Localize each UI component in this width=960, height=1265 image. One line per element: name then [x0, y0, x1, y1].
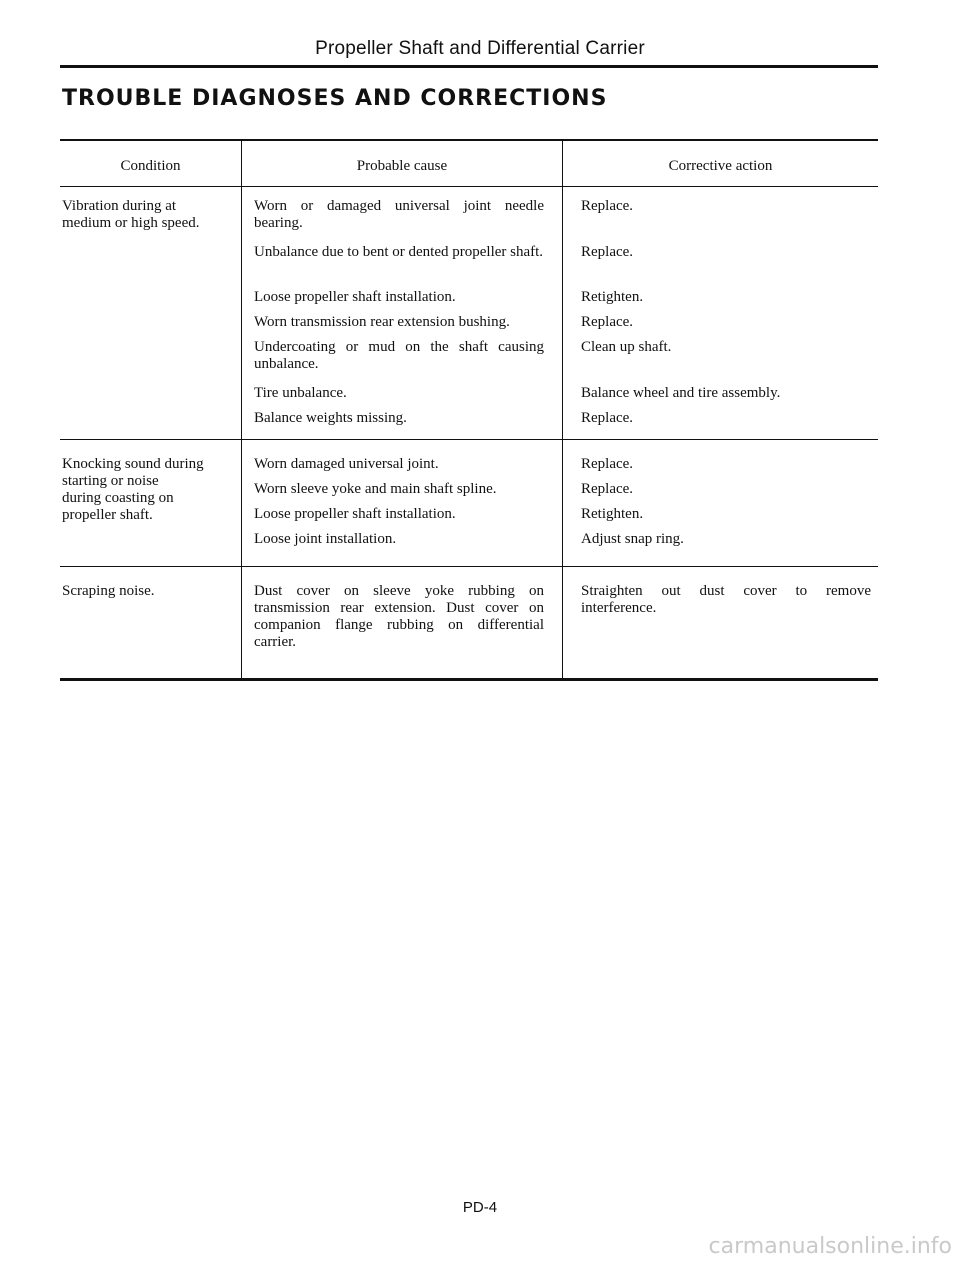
cause-cell: Loose propeller shaft installation.	[254, 289, 456, 305]
action-cell: Clean up shaft.	[581, 339, 672, 355]
cause-cell: Worn sleeve yoke and main shaft spline.	[254, 481, 497, 497]
condition-scraping	[62, 583, 232, 600]
action-cell: Adjust snap ring.	[581, 531, 684, 547]
column-divider-2	[562, 140, 563, 679]
action-cell: Replace.	[581, 481, 634, 497]
header-rule	[60, 65, 878, 68]
action-cell: Replace.	[581, 244, 634, 260]
table-header-rule	[60, 186, 878, 187]
column-header-corrective-action: Corrective action	[668, 158, 773, 174]
condition-line: propeller shaft.	[62, 507, 153, 523]
condition-line: Scraping noise.	[62, 583, 155, 599]
table-bottom-rule	[60, 678, 878, 681]
action-cell: Replace.	[581, 314, 634, 330]
condition-line: starting or noise	[62, 473, 159, 489]
condition-line: medium or high speed.	[62, 215, 200, 231]
condition-vibration	[62, 198, 232, 232]
action-cell: Retighten.	[581, 506, 644, 522]
cause-cell: Loose propeller shaft installation.	[254, 506, 456, 522]
cause-cell: Dust cover on sleeve yoke rubbing on transmission rear extension. Dust cover on companion flange rubbing on differential carrier.	[254, 583, 544, 650]
section-title: TROUBLE DIAGNOSES AND CORRECTIONS	[62, 86, 608, 111]
group-divider-1	[60, 439, 878, 440]
table-top-rule	[60, 139, 878, 141]
cause-cell: Tire unbalance.	[254, 385, 347, 401]
column-divider-1	[241, 140, 242, 679]
action-cell: Replace.	[581, 198, 634, 214]
running-head: Propeller Shaft and Differential Carrier	[315, 38, 645, 59]
column-header-probable-cause: Probable cause	[356, 158, 448, 174]
cause-cell: Unbalance due to bent or dented propeller shaft.	[254, 244, 544, 260]
watermark: carmanualsonline.info	[708, 1234, 952, 1259]
action-cell: Replace.	[581, 456, 634, 472]
condition-line: during coasting on	[62, 490, 174, 506]
group-divider-2	[60, 566, 878, 567]
action-cell: Replace.	[581, 410, 634, 426]
condition-knocking	[62, 456, 232, 524]
action-cell: Balance wheel and tire assembly.	[581, 385, 781, 401]
condition-line: Knocking sound during	[62, 456, 204, 472]
condition-line: Vibration during at	[62, 198, 177, 214]
cause-cell: Undercoating or mud on the shaft causing unbalance.	[254, 339, 544, 372]
page-number: PD-4	[462, 1199, 498, 1216]
cause-cell: Worn transmission rear extension bushing.	[254, 314, 510, 330]
action-cell: Retighten.	[581, 289, 644, 305]
cause-cell: Loose joint installation.	[254, 531, 397, 547]
column-header-condition: Condition	[120, 158, 181, 174]
cause-cell: Balance weights missing.	[254, 410, 407, 426]
cause-cell: Worn or damaged universal joint needle bearing.	[254, 198, 544, 231]
action-cell: Straighten out dust cover to remove interference.	[581, 583, 871, 616]
cause-cell: Worn damaged universal joint.	[254, 456, 439, 472]
